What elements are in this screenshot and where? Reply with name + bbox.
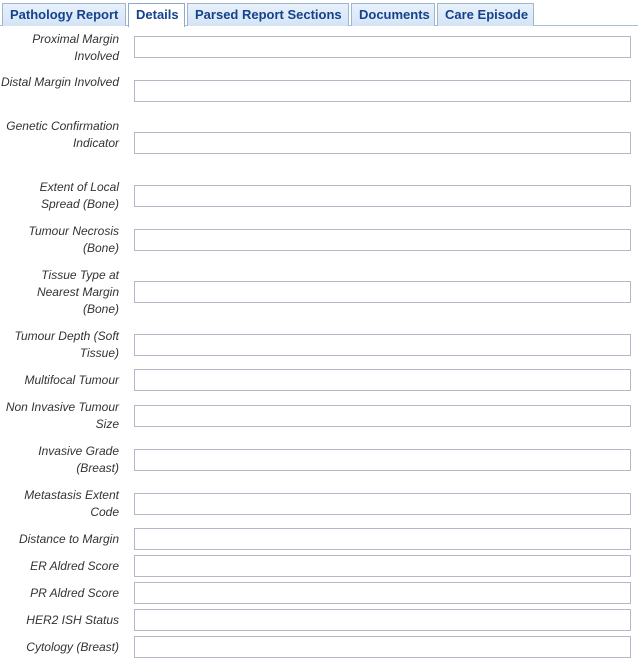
- distance-to-margin-input[interactable]: [134, 528, 631, 550]
- tab-care-episode[interactable]: Care Episode: [437, 3, 534, 26]
- genetic-confirmation-indicator-input[interactable]: [134, 132, 631, 154]
- distal-margin-involved-input[interactable]: [134, 80, 631, 102]
- pr-aldred-score-input[interactable]: [134, 582, 631, 604]
- tab-documents[interactable]: Documents: [351, 3, 435, 26]
- field-label: Metastasis Extent Code: [24, 488, 119, 519]
- multifocal-tumour-input[interactable]: [134, 369, 631, 391]
- her2-ish-status-input[interactable]: [134, 609, 631, 631]
- non-invasive-tumour-size-input[interactable]: [134, 405, 631, 427]
- field-label: Distance to Margin: [18, 532, 119, 546]
- field-label: PR Aldred Score: [30, 586, 119, 600]
- proximal-margin-involved-input[interactable]: [134, 36, 631, 58]
- er-aldred-score-input[interactable]: [134, 555, 631, 577]
- field-label: Extent of Local Spread (Bone): [39, 180, 119, 211]
- field-label: ER Aldred Score: [30, 559, 119, 573]
- field-label: Invasive Grade (Breast): [38, 444, 119, 475]
- tab-details[interactable]: Details: [128, 3, 185, 27]
- field-label: HER2 ISH Status: [26, 613, 119, 627]
- tab-pathology-report[interactable]: Pathology Report: [2, 3, 126, 26]
- field-label: Genetic Confirmation Indicator: [6, 119, 119, 150]
- field-label: Cytology (Breast): [26, 640, 119, 654]
- tissue-type-at-nearest-margin-input[interactable]: [134, 281, 631, 303]
- field-label: Tumour Necrosis (Bone): [28, 224, 119, 255]
- cytology-breast-input[interactable]: [134, 636, 631, 658]
- tumour-depth-input[interactable]: [134, 334, 631, 356]
- field-label: Multifocal Tumour: [24, 373, 119, 387]
- field-label: Distal Margin Involved: [0, 75, 119, 89]
- tumour-necrosis-input[interactable]: [134, 229, 631, 251]
- tab-parsed-report-sections[interactable]: Parsed Report Sections: [187, 3, 349, 26]
- field-label: Proximal Margin Involved: [32, 32, 119, 63]
- invasive-grade-input[interactable]: [134, 449, 631, 471]
- field-label: Tissue Type at Nearest Margin (Bone): [36, 268, 119, 316]
- field-label: Non Invasive Tumour Size: [5, 400, 119, 431]
- field-label: Tumour Depth (Soft Tissue): [14, 329, 119, 360]
- extent-of-local-spread-input[interactable]: [134, 185, 631, 207]
- metastasis-extent-code-input[interactable]: [134, 493, 631, 515]
- tab-bar: [0, 0, 638, 26]
